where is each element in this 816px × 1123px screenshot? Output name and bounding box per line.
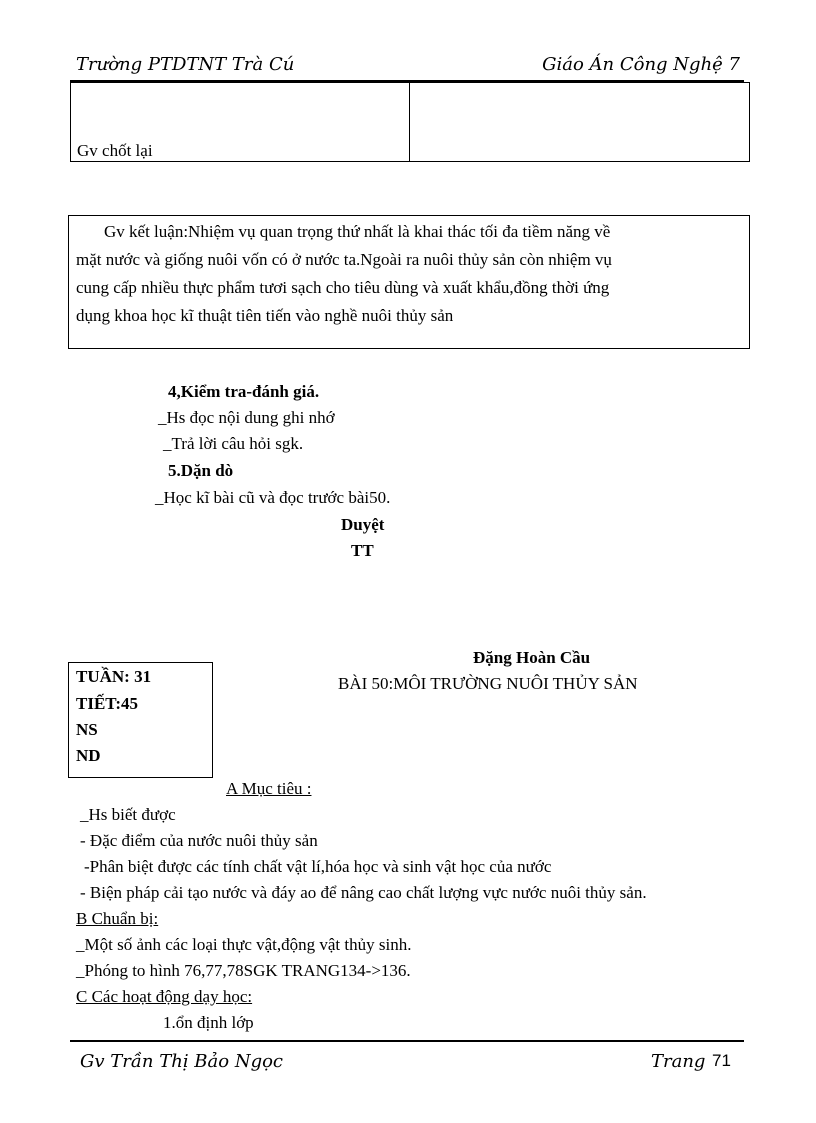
conclusion-line: dụng khoa học kĩ thuật tiên tiến vào nghề nuôi thủy sản xyxy=(76,306,454,325)
section5-heading: 5.Dặn dò xyxy=(168,461,234,480)
section-a-line: _Hs biết được xyxy=(80,805,176,824)
section-c-line: 1.ổn định lớp xyxy=(163,1013,254,1032)
section-a-line: -Phân biệt được các tính chất vật lí,hóa học và sinh vật học của nước xyxy=(84,857,552,876)
approval-line2: TT xyxy=(351,541,374,560)
section-b-line: _Phóng to hình 76,77,78SGK TRANG134->136. xyxy=(76,961,411,980)
header-school: Trường PTDTNT Trà Cú xyxy=(76,54,295,75)
footer-teacher: Gv Trần Thị Bảo Ngọc xyxy=(80,1051,284,1072)
section-a-line: - Đặc điểm của nước nuôi thủy sản xyxy=(80,831,318,850)
section4-item: _Hs đọc nội dung ghi nhớ xyxy=(158,408,335,427)
conclusion-line: Gv kết luận:Nhiệm vụ quan trọng thứ nhất là khai thác tối đa tiềm năng về xyxy=(104,222,611,241)
table-divider xyxy=(409,83,410,161)
info-ns: NS xyxy=(76,720,98,739)
approval-line1: Duyệt xyxy=(341,515,385,534)
section-b-line: _Một số ảnh các loại thực vật,động vật thủy sinh. xyxy=(76,935,412,954)
top-table xyxy=(70,82,750,162)
section5-item: _Học kĩ bài cũ và đọc trước bài50. xyxy=(155,488,391,507)
section-a-heading: A Mục tiêu : xyxy=(226,779,312,798)
info-nd: ND xyxy=(76,746,101,765)
conclusion-line: cung cấp nhiều thực phẩm tươi sạch cho tiêu dùng và xuất khẩu,đồng thời ứng xyxy=(76,278,610,297)
approval-signer: Đặng Hoàn Cầu xyxy=(473,648,591,667)
footer-page-label: Trang xyxy=(651,1051,706,1072)
header-doc-title: Giáo Án Công Nghệ 7 xyxy=(542,54,740,75)
info-week: TUẦN: 31 xyxy=(76,667,152,686)
conclusion-line: mặt nước và giống nuôi vốn có ở nước ta.Ngoài ra nuôi thủy sản còn nhiệm vụ xyxy=(76,250,612,269)
footer-page-number: 71 xyxy=(712,1051,731,1070)
info-period: TIẾT:45 xyxy=(76,694,139,713)
lesson-title: BÀI 50:MÔI TRƯỜNG NUÔI THỦY SẢN xyxy=(338,674,638,693)
footer-rule xyxy=(70,1040,744,1042)
table-left-cell: Gv chốt lại xyxy=(77,141,153,160)
section4-heading: 4,Kiểm tra-đánh giá. xyxy=(168,382,320,401)
conclusion-text xyxy=(76,218,746,330)
section-a-line: - Biện pháp cải tạo nước và đáy ao để nâng cao chất lượng vực nước nuôi thủy sản. xyxy=(80,883,647,902)
section4-item: _Trả lời câu hỏi sgk. xyxy=(163,434,304,453)
section-c-heading: C Các hoạt động dạy học: xyxy=(76,987,253,1006)
section-b-heading: B Chuẩn bị: xyxy=(76,909,159,928)
